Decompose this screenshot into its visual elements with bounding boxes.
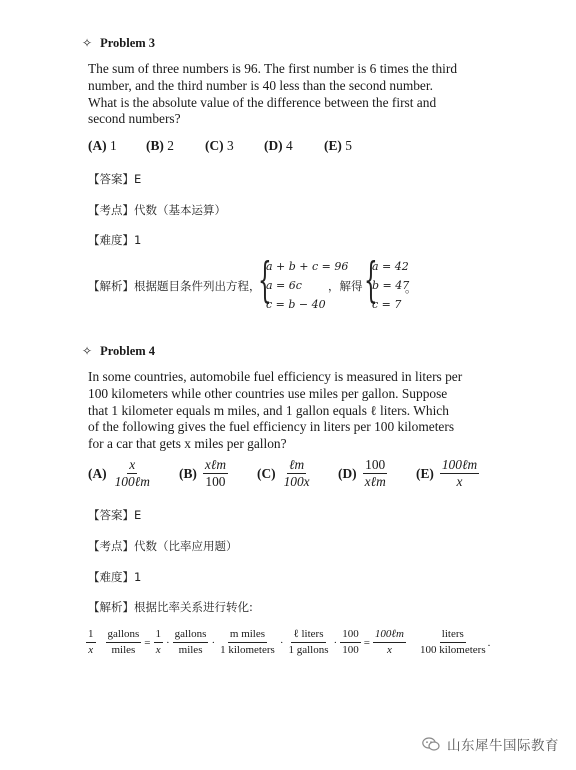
choice-d: (D) 4: [264, 138, 293, 153]
statement-line: second numbers?: [88, 111, 181, 127]
choice-a: (A) 1: [88, 138, 117, 153]
choice-d: (D) $\frac{100}{\text{xℓm}}$: [338, 457, 386, 489]
equation-line: a = 42: [372, 260, 409, 273]
wechat-icon: [422, 737, 440, 752]
problem-4-analysis-label: 【解析】根据比率关系进行转化:: [88, 600, 253, 614]
eq-frac-4: $\frac{\text{gallons}}{\text{miles}}$: [174, 628, 207, 656]
equation-system-2: [372, 257, 409, 314]
statement-line: In some countries, automobile fuel efficiency is measured in liters per: [88, 369, 463, 384]
eq-frac-6: $\frac{\text{ℓ liters}}{\text{1 gallons}}$: [288, 628, 329, 656]
eq-frac-7: $\frac{100}{100}$: [342, 628, 359, 656]
choice-c: (C) 3: [205, 138, 234, 153]
equation-line: c = 7: [372, 298, 402, 311]
choice-e: (E) 5: [324, 138, 352, 153]
eq-frac-1: $\frac{1}{x}$: [88, 628, 94, 656]
watermark: [422, 734, 559, 754]
end-mark: 。: [405, 281, 417, 295]
statement-line: What is the absolute value of the difference between the first and: [88, 94, 437, 110]
eq-frac-8: $\frac{\text{100ℓm}}{x}$: [374, 628, 404, 656]
conversion-equation: [86, 628, 490, 657]
eq-frac-9: $\frac{\text{liters}}{\text{100 kilometers}}$: [419, 628, 486, 656]
equation-line: a + b + c = 96: [266, 260, 349, 273]
dot-operator: ·: [166, 636, 170, 649]
brace-left-2: {: [364, 252, 378, 308]
watermark-text: 山东犀牛国际教育: [447, 738, 559, 754]
problem-4-title: [82, 344, 155, 359]
dot-operator: ·: [333, 636, 338, 649]
problem-3-analysis-label: 【解析】根据题目条件列出方程，: [88, 279, 261, 293]
statement-line: 100 kilometers while other countries use miles per gallon. Suppose: [88, 385, 448, 401]
dot-operator: ·: [211, 636, 216, 649]
sparkle-icon: ✧: [82, 36, 93, 50]
choice-b: (B) 2: [146, 138, 174, 153]
equation-line: a = 6c: [266, 279, 302, 292]
sparkle-icon: ✧: [82, 344, 93, 358]
problem-4-title-text: Problem 4: [100, 344, 156, 358]
problem-4-difficulty: 【难度】1: [88, 570, 142, 584]
statement-line: number, and the third number is 40 less than the second number.: [88, 77, 433, 93]
equals-sign: =: [144, 636, 151, 649]
solved-label: ，解得: [328, 279, 363, 293]
problem-3-title-text: Problem 3: [100, 36, 156, 50]
eq-frac-3: $\frac{1}{x}$: [155, 628, 161, 656]
eq-frac-2: $\frac{\text{gallons}}{\text{miles}}$: [107, 628, 140, 656]
dot-operator: ·: [279, 636, 284, 649]
problem-4-answer: 【答案】E: [88, 508, 142, 522]
problem-3-answer: 【答案】E: [88, 172, 142, 186]
choice-b-fraction: $\frac{\text{xℓm}}{100}$: [204, 457, 227, 489]
choice-c: (C) $\frac{\text{ℓm}}{100x}$: [257, 457, 310, 489]
choice-e-fraction: $\frac{\text{100ℓm}}{x}$: [441, 457, 478, 489]
choice-a: (A) $\frac{x}{\text{100ℓm}}$: [88, 457, 150, 489]
statement-line: for a car that gets x miles per gallon?: [88, 436, 287, 452]
choice-b: (B) $\frac{\text{xℓm}}{100}$: [179, 457, 227, 489]
equals-sign: =: [363, 636, 370, 649]
choice-c-fraction: $\frac{\text{ℓm}}{100x}$: [283, 457, 310, 489]
equation-end-period: .: [487, 636, 491, 649]
statement-line: The sum of three numbers is 96. The first number is 6 times the third: [88, 61, 458, 76]
choice-e: (E) $\frac{\text{100ℓm}}{x}$: [416, 457, 478, 489]
equation-line: c = b − 40: [266, 298, 326, 311]
problem-4-topic: 【考点】代数（比率应用题）: [88, 539, 238, 553]
equation-line: b = 47: [372, 279, 410, 292]
statement-line: that 1 kilometer equals m miles, and 1 gallon equals ℓ liters. Which: [88, 402, 449, 418]
choice-d-fraction: $\frac{100}{\text{xℓm}}$: [364, 457, 386, 489]
brace-left-1: {: [258, 252, 272, 308]
problem-3-statement: [88, 61, 486, 128]
statement-line: of the following gives the fuel efficiency in liters per 100 kilometers: [88, 419, 455, 435]
problem-4-statement: [88, 369, 486, 453]
eq-frac-5: $\frac{\text{m miles}}{\text{1 kilometers}}$: [220, 628, 275, 656]
problem-3-topic: 【考点】代数（基本运算）: [88, 203, 226, 217]
problem-3-title: [82, 36, 155, 51]
choice-a-fraction: $\frac{x}{\text{100ℓm}}$: [114, 457, 150, 489]
problem-3-difficulty: 【难度】1: [88, 233, 142, 247]
